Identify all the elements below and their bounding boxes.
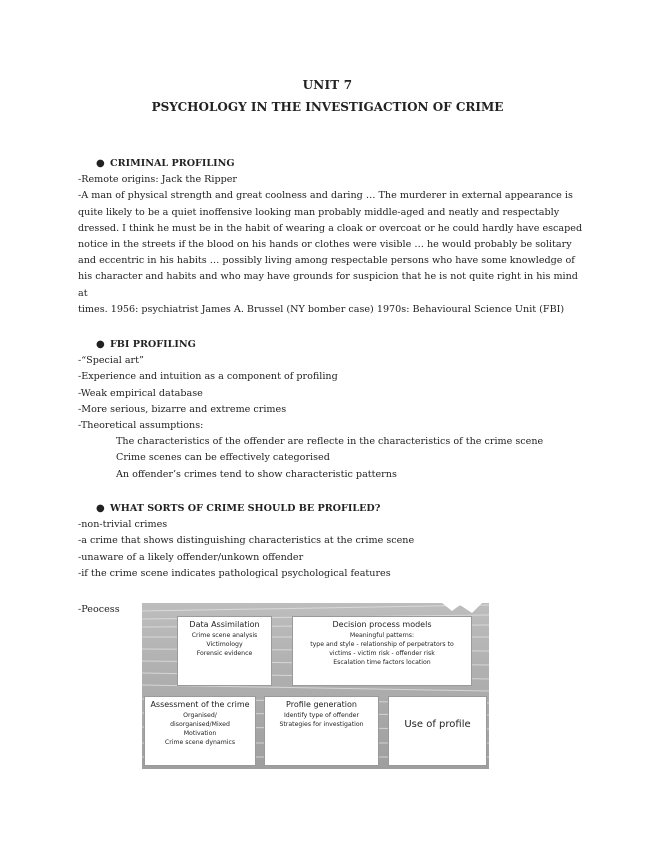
decision-process-models-box <box>292 616 472 686</box>
box-item: Meaningful patterns: <box>349 632 415 639</box>
box-item: Crime scene analysis <box>191 632 258 639</box>
data-assimilation-box <box>177 616 272 686</box>
text-line: his character and habits and who may have grounds for suspicion that he is not quite right in his mind <box>78 271 578 283</box>
box-title: Use of profile <box>404 719 471 730</box>
text-line: -Weak empirical database <box>78 387 203 399</box>
unit-heading: UNIT 7 <box>302 78 353 92</box>
text-line: dressed. I think he must be in the habit of wearing a cloak or overcoat or he could hardly have escaped <box>78 222 583 234</box>
text-line: -non-trivial crimes <box>78 519 168 531</box>
text-line: -unaware of a likely offender/unkown offender <box>78 551 304 563</box>
text-line: at <box>78 287 88 299</box>
box-item: Identify type of offender <box>283 712 360 719</box>
use-of-profile-box <box>388 696 487 766</box>
text-line: -Theoretical assumptions: <box>78 420 204 432</box>
text-line: quite likely to be a quiet inoffensive looking man probably middle-aged and neatly and respectably <box>78 206 560 218</box>
bullet-icon: ● <box>96 158 105 169</box>
text-line: -A man of physical strength and great coolness and daring … The murderer in external appearance is <box>78 190 573 202</box>
box-item: Forensic evidence <box>196 650 253 657</box>
process-label: -Peocess <box>78 604 120 615</box>
box-item: type and style - relationship of perpetrators to <box>310 641 454 648</box>
box-title: Profile generation <box>286 700 357 709</box>
box-item: Crime scene dynamics <box>164 739 236 746</box>
text-line: -if the crime scene indicates pathological psychological features <box>78 567 391 579</box>
text-line: and eccentric in his habits … possibly living among respectable persons who have some knowledge of <box>78 255 575 267</box>
section-heading: ● FBI PROFILING <box>78 337 583 353</box>
indented-line: An offender’s crimes tend to show characteristic patterns <box>116 468 397 480</box>
profiling-process-diagram <box>142 603 489 769</box>
text-line: -More serious, bizarre and extreme crimes <box>78 403 287 415</box>
box-item: Strategies for investigation <box>279 721 364 728</box>
bullet-icon: ● <box>96 339 105 350</box>
box-item: Organised/ <box>183 712 217 719</box>
box-title: Decision process models <box>332 620 432 629</box>
box-title: Data Assimilation <box>189 620 260 629</box>
page-title: PSYCHOLOGY IN THE INVESTIGACTION OF CRIME <box>151 100 504 114</box>
profile-generation-box <box>264 696 379 766</box>
box-item: disorganised/Mixed <box>170 721 230 728</box>
box-item: Motivation <box>183 730 217 737</box>
section-fbi-profiling <box>78 337 583 483</box>
box-title: Assessment of the crime <box>150 700 250 709</box>
bullet-icon: ● <box>96 503 105 514</box>
text-line: -Experience and intuition as a component of profiling <box>78 371 338 383</box>
box-item: Victimology <box>206 641 243 648</box>
section-heading: ● CRIMINAL PROFILING <box>78 156 583 172</box>
text-line: notice in the streets if the blood on his hands or clothes were visible … he would probably be solitary <box>78 239 572 251</box>
text-line: times. 1956: psychiatrist James A. Brussel (NY bomber case) 1970s: Behavioural Science Unit (FBI) <box>78 303 565 315</box>
indented-line: The characteristics of the offender are reflecte in the characteristics of the crime scene <box>116 436 544 448</box>
text-line: -Remote origins: Jack the Ripper <box>78 174 238 186</box>
text-line: -a crime that shows distinguishing characteristics at the crime scene <box>78 535 415 547</box>
assessment-of-crime-box <box>144 696 256 766</box>
indented-line: Crime scenes can be effectively categorised <box>116 452 330 464</box>
section-criminal-profiling <box>78 156 583 318</box>
section-heading: ● WHAT SORTS OF CRIME SHOULD BE PROFILED? <box>78 501 583 517</box>
section-what-to-profile <box>78 501 583 582</box>
box-item: victims - victim risk - offender risk <box>329 650 435 657</box>
box-item: Escalation time factors location <box>333 659 431 666</box>
text-line: -“Special art” <box>78 355 144 367</box>
